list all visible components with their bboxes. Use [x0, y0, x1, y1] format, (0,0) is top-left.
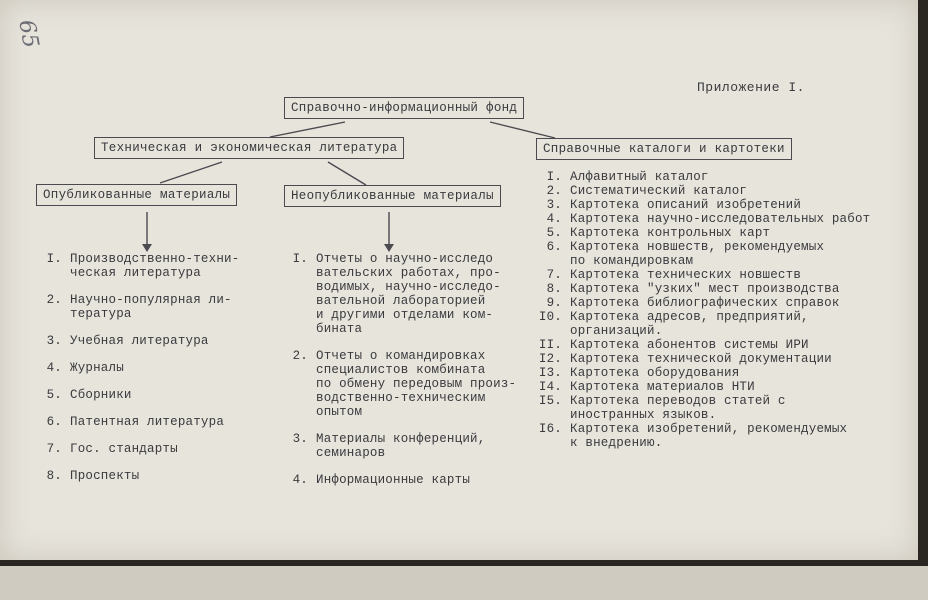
list-item-number: I6. [538, 422, 562, 436]
list-item [290, 252, 520, 336]
list-item-number: 9. [546, 296, 562, 310]
list-item [536, 422, 906, 450]
node-published: Опубликованные материалы [36, 184, 237, 206]
connector-tech-unpublished [328, 162, 366, 185]
node-catalogs: Справочные каталоги и картотеки [536, 138, 792, 160]
list-item-number: 8. [46, 469, 62, 483]
list-item-number: 2. [46, 293, 62, 307]
list-item [44, 361, 274, 375]
list-item-text: Отчеты о командировках специалистов комбината по обмену передовым произ- водственно-техническим опытом [316, 349, 517, 419]
list-item-number: 4. [46, 361, 62, 375]
connector-root-catalogs [490, 122, 555, 138]
list-item [44, 415, 274, 429]
list-item-number: 7. [546, 268, 562, 282]
list-item [44, 469, 274, 483]
list-item [536, 366, 906, 380]
list-item-number: I. [292, 252, 308, 266]
node-unpublished: Неопубликованные материалы [284, 185, 501, 207]
list-item-number: I. [46, 252, 62, 266]
list-item [44, 293, 274, 321]
unpublished-list [290, 252, 520, 500]
list-item-text: Картотека технической документации [570, 352, 832, 366]
list-item-number: II. [538, 338, 562, 352]
list-item-text: Картотека описаний изобретений [570, 198, 802, 212]
list-item-number: 3. [546, 198, 562, 212]
list-item-text: Картотека контрольных карт [570, 226, 771, 240]
list-item [290, 349, 520, 419]
list-item-text: Картотека технических новшеств [570, 268, 802, 282]
arrowhead-published [142, 244, 152, 252]
published-list [44, 252, 274, 496]
list-item-text: Научно-популярная ли- тература [70, 293, 232, 321]
list-item [536, 310, 906, 338]
list-item-text: Сборники [70, 388, 132, 402]
list-item-number: 3. [46, 334, 62, 348]
list-item [290, 432, 520, 460]
list-item-number: I0. [538, 310, 562, 324]
list-item [536, 380, 906, 394]
list-item-text: Информационные карты [316, 473, 471, 487]
handwritten-page-number: 65 [13, 18, 43, 50]
list-item-text: Картотека новшеств, рекомендуемых по командировкам [570, 240, 825, 268]
list-item-number: 6. [46, 415, 62, 429]
list-item-number: I3. [538, 366, 562, 380]
list-item-number: 7. [46, 442, 62, 456]
list-item-text: Картотека оборудования [570, 366, 740, 380]
list-item-text: Картотека абонентов системы ИРИ [570, 338, 809, 352]
list-item [536, 240, 906, 268]
list-item-text: Картотека научно-исследовательных работ [570, 212, 871, 226]
list-item-text: Проспекты [70, 469, 140, 483]
list-item-number: 2. [292, 349, 308, 363]
list-item-text: Картотека переводов статей с иностранных языков. [570, 394, 786, 422]
list-item-text: Журналы [70, 361, 124, 375]
list-item [536, 296, 906, 310]
node-root: Справочно-информационный фонд [284, 97, 524, 119]
list-item-number: I4. [538, 380, 562, 394]
list-item [536, 212, 906, 226]
list-item-text: Картотека "узких" мест производства [570, 282, 840, 296]
list-item-text: Гос. стандарты [70, 442, 178, 456]
list-item [536, 184, 906, 198]
list-item-text: Патентная литература [70, 415, 225, 429]
list-item [290, 473, 520, 487]
arrowhead-unpublished [384, 244, 394, 252]
list-item-text: Учебная литература [70, 334, 209, 348]
catalog-list [536, 170, 906, 450]
list-item-number: 5. [46, 388, 62, 402]
list-item-text: Систематический каталог [570, 184, 748, 198]
list-item [44, 442, 274, 456]
list-item [536, 170, 906, 184]
list-item [536, 226, 906, 240]
list-item [536, 282, 906, 296]
list-item-text: Картотека изобретений, рекомендуемых к внедрению. [570, 422, 848, 450]
list-item-text: Картотека адресов, предприятий, организаций. [570, 310, 809, 338]
list-item-text: Алфавитный каталог [570, 170, 709, 184]
list-item-number: I. [546, 170, 562, 184]
list-item-text: Картотека материалов НТИ [570, 380, 755, 394]
node-tech-lit: Техническая и экономическая литература [94, 137, 404, 159]
list-item-number: 8. [546, 282, 562, 296]
list-item [536, 268, 906, 282]
list-item-text: Отчеты о научно-исследо вательских работах, про- водимых, научно-исследо- вательной лабораторией и другими отделами ком- бината [316, 252, 501, 336]
list-item-text: Материалы конференций, семинаров [316, 432, 486, 460]
list-item [536, 198, 906, 212]
list-item-number: I5. [538, 394, 562, 408]
connector-tech-published [160, 162, 222, 183]
list-item [536, 394, 906, 422]
list-item-number: 3. [292, 432, 308, 446]
list-item-number: 4. [292, 473, 308, 487]
list-item [44, 388, 274, 402]
list-item-number: 5. [546, 226, 562, 240]
list-item [536, 352, 906, 366]
list-item-number: 6. [546, 240, 562, 254]
appendix-label: Приложение I. [697, 80, 805, 95]
underlying-page-edge [0, 566, 928, 600]
list-item-number: 2. [546, 184, 562, 198]
list-item-text: Картотека библиографических справок [570, 296, 840, 310]
list-item-text: Производственно-техни- ческая литература [70, 252, 240, 280]
list-item [44, 252, 274, 280]
list-item [536, 338, 906, 352]
list-item-number: 4. [546, 212, 562, 226]
list-item [44, 334, 274, 348]
connector-root-tech [270, 122, 345, 137]
list-item-number: I2. [538, 352, 562, 366]
